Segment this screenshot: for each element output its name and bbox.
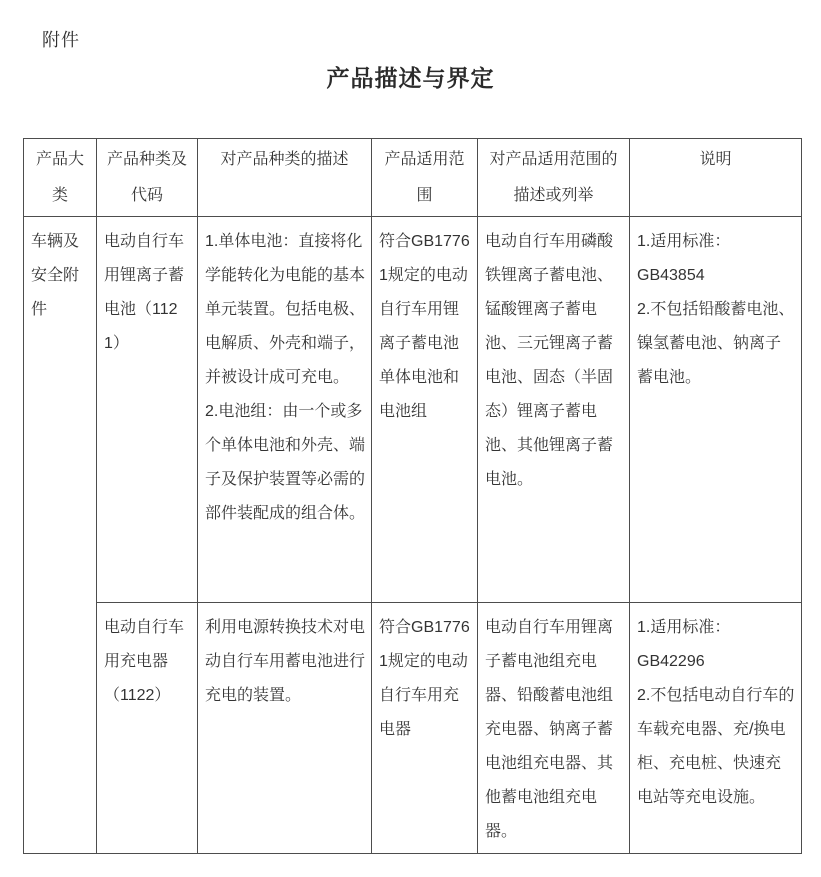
paragraph: 利用电源转换技术对电动自行车用蓄电池进行充电的装置。 (205, 619, 366, 704)
cell-type-and-code: 电动自行车用充电器（1122） (97, 603, 198, 854)
cell-type-description (198, 603, 372, 854)
cell-type-and-code: 电动自行车用锂离子蓄电池（1121） (97, 217, 198, 603)
page-title: 产品描述与界定 (326, 65, 495, 91)
col-header-product-category: 产品大类 (24, 139, 97, 217)
attachment-label: 附件 (42, 30, 80, 50)
product-definition-table (23, 138, 802, 854)
cell-type-description (198, 217, 372, 603)
note-line: 2.不包括铅酸蓄电池、镍氢蓄电池、钠离子蓄电池。 (637, 301, 795, 386)
col-header-type-description: 对产品种类的描述 (198, 139, 372, 217)
col-header-notes: 说明 (630, 139, 802, 217)
cell-notes (630, 217, 802, 603)
cell-applicable-scope: 符合GB17761规定的电动自行车用充电器 (372, 603, 478, 854)
note-line: 1.适用标准： (637, 619, 731, 636)
col-header-applicable-scope: 产品适用范围 (372, 139, 478, 217)
paragraph: 2.电池组：由一个或多个单体电池和外壳、端子及保护装置等必需的部件装配成的组合体。 (205, 403, 366, 522)
cell-scope-description: 电动自行车用锂离子蓄电池组充电器、铅酸蓄电池组充电器、钠离子蓄电池组充电器、其他蓄电池组充电器。 (478, 603, 630, 854)
col-header-scope-description: 对产品适用范围的描述或列举 (478, 139, 630, 217)
paragraph: 1.单体电池：直接将化学能转化为电能的基本单元装置。包括电极、电解质、外壳和端子，并被设计成可充电。 (205, 233, 366, 386)
cell-product-category: 车辆及安全附件 (24, 217, 97, 854)
col-header-type-and-code: 产品种类及代码 (97, 139, 198, 217)
cell-applicable-scope: 符合GB17761规定的电动自行车用锂离子蓄电池单体电池和电池组 (372, 217, 478, 603)
cell-notes (630, 603, 802, 854)
table-row-charger (24, 603, 802, 854)
table-row-battery (24, 217, 802, 603)
cell-scope-description: 电动自行车用磷酸铁锂离子蓄电池、锰酸锂离子蓄电池、三元锂离子蓄电池、固态（半固态）锂离子蓄电池、其他锂离子蓄电池。 (478, 217, 630, 603)
note-line: GB42296 (637, 653, 705, 670)
table-header-row (24, 139, 802, 217)
note-line: 1.适用标准： (637, 233, 731, 250)
note-line: 2.不包括电动自行车的车载充电器、充/换电柜、充电桩、快速充电站等充电设施。 (637, 687, 795, 806)
note-line: GB43854 (637, 267, 705, 284)
